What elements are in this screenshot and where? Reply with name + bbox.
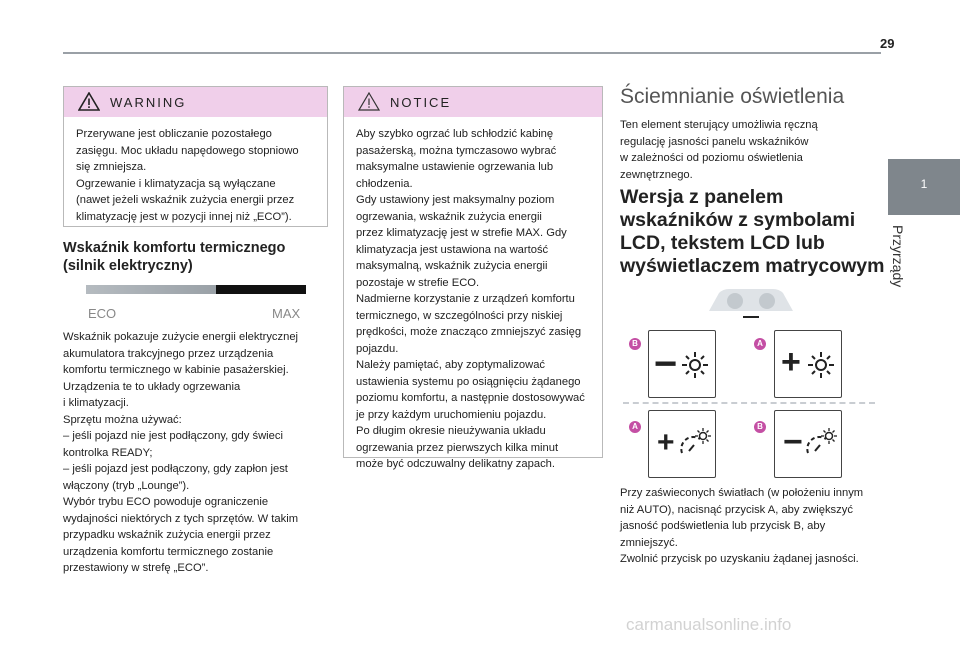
comfort-line: Wskaźnik pokazuje zużycie energii elektrycznej bbox=[63, 331, 299, 343]
section-divider bbox=[623, 402, 875, 404]
comfort-line: – jeśli pojazd jest podłączony, gdy zapłon jest bbox=[63, 463, 288, 475]
comfort-line: przestawiony w strefę „ECO”. bbox=[63, 562, 209, 574]
notice-line: Gdy ustawiony jest maksymalny poziom bbox=[356, 194, 555, 206]
dimming-intro bbox=[620, 117, 875, 183]
notice-line: pasażerską, można tymczasowo wybrać bbox=[356, 144, 557, 157]
marker-b: B bbox=[754, 421, 766, 433]
dimming-outro-line: niż AUTO), nacisnąć przycisk A, aby zwiększyć bbox=[620, 503, 853, 516]
version-heading bbox=[620, 186, 884, 278]
notice-line: przez klimatyzację jest w strefie MAX. Gdy bbox=[356, 227, 567, 239]
warning-line: klimatyzację jest w pozycji innej niż „ECO”). bbox=[76, 210, 292, 223]
notice-line: pojazdu. bbox=[356, 342, 399, 355]
comfort-gauge bbox=[86, 285, 306, 294]
gauge-eco-zone bbox=[86, 285, 216, 294]
marker-a: A bbox=[629, 421, 641, 433]
dimming-outro-line: Zwolnić przycisk po uzyskaniu żądanej jasności. bbox=[620, 553, 859, 565]
notice-header bbox=[344, 87, 602, 117]
notice-line: klimatyzacja jest ustawiona na wartość bbox=[356, 243, 549, 256]
comfort-body bbox=[63, 329, 333, 577]
top-divider bbox=[63, 52, 881, 54]
notice-line: Po długim okresie nieużywania układu bbox=[356, 425, 546, 437]
dashboard-light-decrease-button[interactable] bbox=[774, 410, 842, 478]
warning-line: Przerywane jest obliczanie pozostałego bbox=[76, 128, 272, 140]
sun-icon bbox=[681, 351, 709, 379]
comfort-heading bbox=[63, 239, 285, 275]
warning-line: Ogrzewanie i klimatyzacja są wyłączane bbox=[76, 177, 276, 190]
page-number: 29 bbox=[880, 36, 895, 51]
chapter-tab[interactable] bbox=[888, 159, 960, 215]
version-heading-line: LCD, tekstem LCD lub bbox=[620, 232, 825, 254]
comfort-line: Sprzętu można używać: bbox=[63, 413, 182, 426]
notice-line: je przy każdym uruchomieniu pojazdu. bbox=[356, 408, 547, 421]
gauge-max-zone bbox=[216, 285, 306, 294]
notice-line: maksymalne ustawienie ogrzewania lub bbox=[356, 161, 554, 173]
minus-symbol: − bbox=[783, 423, 803, 461]
chapter-number: 1 bbox=[920, 177, 928, 191]
version-heading-line: wskaźników z symbolami bbox=[620, 209, 856, 231]
dimming-outro bbox=[620, 485, 882, 568]
notice-triangle-icon bbox=[358, 92, 380, 111]
comfort-heading-line: Wskaźnik komfortu termicznego bbox=[63, 240, 286, 256]
chapter-label-text: Przyrządy bbox=[890, 225, 906, 288]
dimming-intro-line: zewnętrznego. bbox=[620, 168, 693, 181]
notice-line: może być odczuwalny delikatny zapach. bbox=[356, 458, 555, 470]
notice-line: ogrzewania przez pierwszych kilka minut bbox=[356, 441, 559, 454]
notice-line: maksymalną, wskaźnik zużycia energii bbox=[356, 260, 548, 272]
marker-a: A bbox=[754, 338, 766, 350]
dashboard-light-increase-button[interactable] bbox=[648, 410, 716, 478]
comfort-line: akumulatora trakcyjnego przez urządzenia bbox=[63, 347, 274, 360]
comfort-heading-line: (silnik elektryczny) bbox=[63, 258, 193, 274]
warning-header bbox=[64, 87, 327, 117]
warning-body bbox=[64, 117, 327, 225]
notice-line: Nadmierne korzystanie z urządzeń komfortu bbox=[356, 293, 575, 305]
brightness-increase-button[interactable] bbox=[774, 330, 842, 398]
dashboard-light-icon bbox=[679, 427, 711, 459]
dimming-intro-line: regulację jasności panelu wskaźników bbox=[620, 135, 809, 148]
comfort-line: włączony (tryb „Lounge”). bbox=[63, 479, 190, 492]
dashboard-light-icon bbox=[805, 427, 837, 459]
notice-line: Aby szybko ogrzać lub schłodzić kabinę bbox=[356, 128, 554, 140]
dimming-title: Ściemnianie oświetlenia bbox=[620, 85, 845, 108]
notice-line: pozostaje w strefie ECO. bbox=[356, 276, 480, 289]
eco-label: ECO bbox=[88, 306, 117, 321]
minus-symbol: − bbox=[654, 342, 678, 386]
chapter-label bbox=[889, 225, 909, 318]
notice-line: chłodzenia. bbox=[356, 177, 413, 190]
comfort-line: przypadku wskaźnik zużycia energii przez bbox=[63, 529, 271, 541]
watermark: carmanualsonline.info bbox=[626, 615, 792, 634]
warning-line: (nawet jeżeli wskaźnik zużycia energii przez bbox=[76, 194, 295, 206]
dimming-outro-line: Przy zaświeconych światłach (w położeniu innym bbox=[620, 487, 864, 499]
dimming-intro-line: w zależności od poziomu oświetlenia bbox=[620, 152, 803, 164]
instrument-panel-icon bbox=[705, 287, 797, 319]
comfort-line: urządzenia komfortu termicznego zostanie bbox=[63, 545, 274, 558]
comfort-line: – jeśli pojazd nie jest podłączony, gdy świeci bbox=[63, 430, 283, 442]
notice-line: termicznego, w szczególności przy niskiej bbox=[356, 309, 563, 322]
notice-line: ogrzewania, wskaźnik zużycia energii bbox=[356, 210, 542, 223]
warning-box bbox=[63, 86, 328, 227]
notice-box bbox=[343, 86, 603, 470]
comfort-line: Urządzenia te to układy ogrzewania bbox=[63, 380, 241, 393]
warning-title: WARNING bbox=[110, 95, 187, 110]
max-label: MAX bbox=[272, 306, 301, 321]
sun-icon bbox=[807, 351, 835, 379]
comfort-line: Wybór trybu ECO powoduje ograniczenie bbox=[63, 496, 269, 508]
notice-body bbox=[344, 117, 602, 473]
warning-line: się zmniejsza. bbox=[76, 161, 147, 173]
dimming-outro-line: zmniejszyć. bbox=[620, 536, 678, 549]
notice-line: prędkości, może znacząco zmniejszyć zasięg bbox=[356, 326, 582, 338]
comfort-line: wydajności niektórych z tych sprzętów. W takim bbox=[63, 512, 299, 525]
comfort-line: kontrolka READY; bbox=[63, 446, 153, 459]
warning-triangle-icon bbox=[78, 92, 100, 111]
warning-line: zasięgu. Moc układu napędowego stopniowo bbox=[76, 144, 299, 157]
notice-line: poziomu komfortu, a następnie dostosowywać bbox=[356, 392, 585, 404]
notice-line: ustawienia systemu po osiągnięciu żądanego bbox=[356, 375, 581, 388]
dimming-outro-line: jasność podświetlenia lub przycisk B, aby bbox=[620, 520, 826, 532]
plus-symbol: + bbox=[781, 343, 801, 381]
dimming-intro-line: Ten element sterujący umożliwia ręczną bbox=[620, 119, 818, 131]
brightness-decrease-button[interactable] bbox=[648, 330, 716, 398]
version-heading-line: Wersja z panelem bbox=[620, 186, 784, 208]
notice-title: NOTICE bbox=[390, 95, 452, 110]
marker-b: B bbox=[629, 338, 641, 350]
comfort-line: komfortu termicznego w kabinie pasażerskiej. bbox=[63, 364, 289, 376]
comfort-line: i klimatyzacji. bbox=[63, 397, 129, 409]
notice-line: Należy pamiętać, aby zoptymalizować bbox=[356, 359, 546, 371]
version-heading-line: wyświetlaczem matrycowym bbox=[620, 255, 885, 277]
plus-symbol: + bbox=[657, 426, 675, 459]
